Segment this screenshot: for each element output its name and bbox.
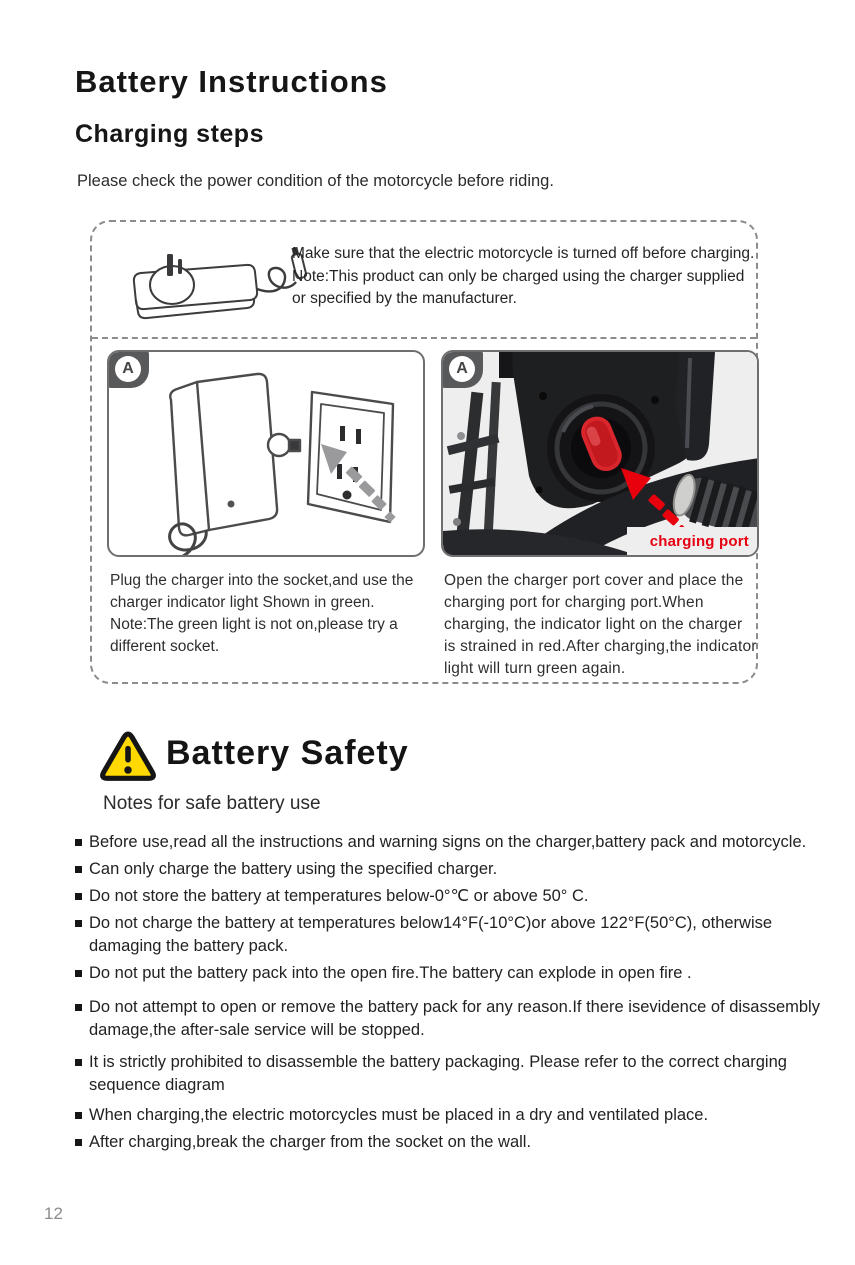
charging-port-label: charging port xyxy=(649,533,749,550)
page-number: 12 xyxy=(44,1204,63,1223)
charger-illustration xyxy=(118,242,308,330)
charger-note-line2: Note:This product can only be charged using the charger supplied or specified by the manufacturer. xyxy=(292,267,745,307)
list-item xyxy=(75,831,825,854)
section-title-charging-steps: Charging steps xyxy=(75,120,264,148)
bullet-square-icon xyxy=(75,920,82,927)
bullet-square-icon xyxy=(75,970,82,977)
caption-charging-port xyxy=(444,570,758,680)
charging-steps-box xyxy=(90,220,758,684)
bullet-text: Before use,read all the instructions and warning signs on the charger,battery pack and motorcycle. xyxy=(89,833,807,851)
list-item xyxy=(75,912,825,958)
bullet-square-icon xyxy=(75,839,82,846)
caption-text: Open the charger port cover and place the charging port for charging port.When charging, the indicator light on the charger is strained in red.After charging,the indicator light will turn green again. xyxy=(444,572,757,677)
bullet-square-icon xyxy=(75,893,82,900)
list-item xyxy=(75,1131,825,1154)
panel-plug-charger xyxy=(107,350,425,557)
bullet-text: Do not charge the battery at temperatures below14°F(-10°C)or above 122°F(50°C), otherwise damaging the battery pack. xyxy=(89,914,773,955)
list-item xyxy=(75,962,825,985)
list-item xyxy=(75,858,825,881)
bullet-square-icon xyxy=(75,1004,82,1011)
warning-triangle-icon xyxy=(99,731,157,783)
bullet-text: Do not attempt to open or remove the battery pack for any reason.If there isevidence of disassembly damage,the after-sale service will be stopped. xyxy=(89,998,820,1039)
bullet-square-icon xyxy=(75,866,82,873)
panel-label-badge xyxy=(107,350,149,388)
list-item xyxy=(75,1051,825,1097)
panel-label-badge xyxy=(441,350,483,388)
page-title: Battery Instructions xyxy=(75,64,388,99)
bullet-text: Can only charge the battery using the specified charger. xyxy=(89,860,498,878)
bullet-text: It is strictly prohibited to disassemble the battery packaging. Please refer to the correct charging sequence diagram xyxy=(89,1053,787,1094)
caption-text: Plug the charger into the socket,and use the charger indicator light Shown in green. xyxy=(110,572,414,611)
section-title-battery-safety: Battery Safety xyxy=(166,734,409,772)
bullet-text: When charging,the electric motorcycles must be placed in a dry and ventilated place. xyxy=(89,1106,709,1124)
socket-illustration xyxy=(109,352,425,557)
list-item xyxy=(75,996,825,1042)
panel-label: A xyxy=(115,356,141,382)
charger-note xyxy=(292,243,757,311)
bullet-text: After charging,break the charger from the socket on the wall. xyxy=(89,1133,532,1151)
caption-plug-charger xyxy=(110,570,424,658)
bullet-square-icon xyxy=(75,1059,82,1066)
panel-charging-port xyxy=(441,350,759,557)
bullet-square-icon xyxy=(75,1139,82,1146)
list-item xyxy=(75,1104,825,1127)
intro-text: Please check the power condition of the motorcycle before riding. xyxy=(77,172,554,190)
bullet-square-icon xyxy=(75,1112,82,1119)
bullet-text: Do not store the battery at temperatures below-0°℃ or above 50° C. xyxy=(89,887,589,905)
safety-notes-list xyxy=(75,831,825,1158)
caption-note: Note:The green light is not on,please try a different socket. xyxy=(110,616,398,655)
dashed-divider xyxy=(92,337,756,339)
panel-label: A xyxy=(449,356,475,382)
charger-note-line1: Make sure that the electric motorcycle is turned off before charging. xyxy=(292,245,755,262)
list-item xyxy=(75,885,825,908)
safety-subtitle: Notes for safe battery use xyxy=(103,793,321,814)
bullet-text: Do not put the battery pack into the open fire.The battery can explode in open fire . xyxy=(89,964,692,982)
